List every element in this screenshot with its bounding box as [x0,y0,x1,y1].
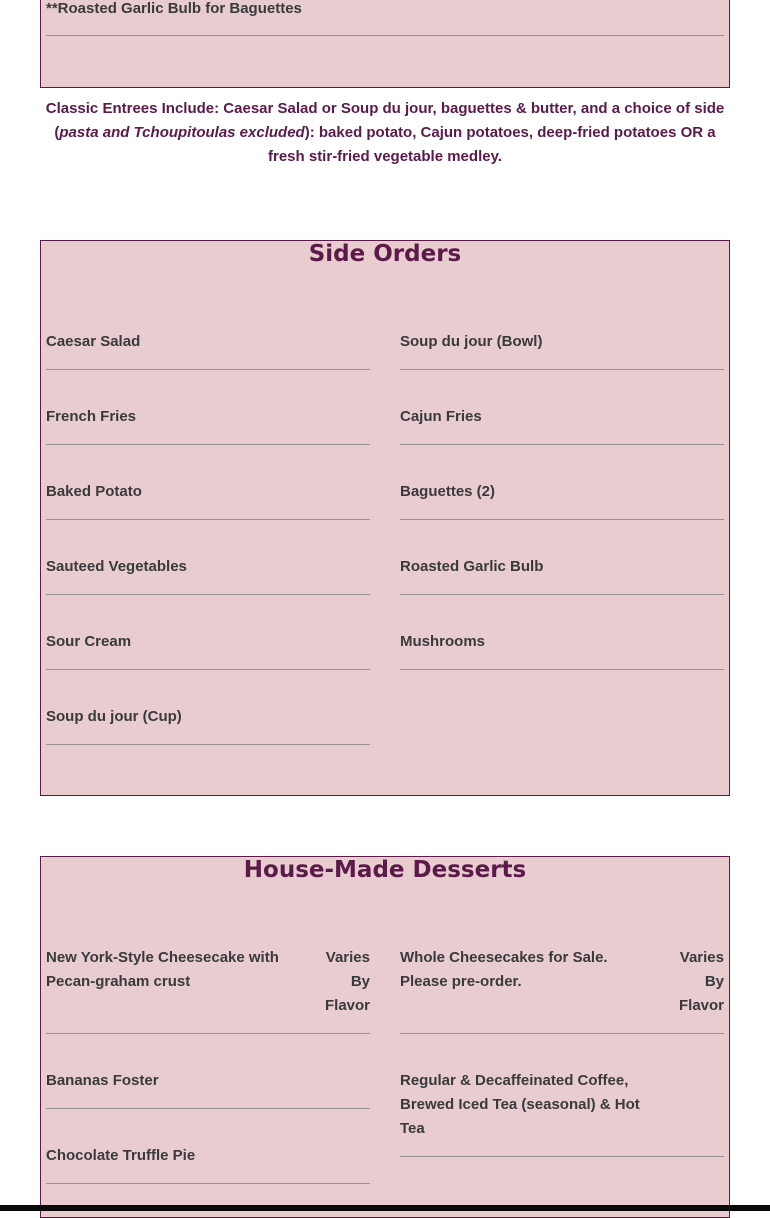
menu-item-name: Soup du jour (Cup) [46,708,182,725]
menu-item-name: Baked Potato [46,483,142,500]
desserts-section [40,856,730,1218]
menu-item-name: Roasted Garlic Bulb [400,558,544,575]
menu-item [400,946,724,1034]
menu-item-name: Baguettes (2) [400,483,496,500]
side-orders-section [40,240,730,796]
entree-note [40,97,730,169]
menu-item [46,330,370,370]
entree-note-italic: pasta and Tchoupitoulas excluded [59,124,305,141]
menu-item [46,555,370,595]
menu-item [46,0,724,36]
menu-item-price: Varies By Flavor [678,949,724,1014]
menu-item [46,480,370,520]
menu-item-name: Bananas Foster [46,1072,159,1089]
bottom-bar [0,1205,770,1211]
menu-item [400,405,724,445]
menu-item [400,555,724,595]
menu-item [400,630,724,670]
menu-item [46,946,370,1034]
section-title: Side Orders [308,241,462,267]
section-title: House-Made Desserts [243,857,527,883]
menu-item-name: Regular & Decaffeinated Coffee, Brewed Iced Tea (seasonal) & Hot Tea [400,1072,640,1137]
entree-note-suffix: ): baked potato, Cajun potatoes, deep-fried potatoes OR a fresh stir-fried vegetable medley. [268,124,716,165]
menu-item-name: Caesar Salad [46,333,141,350]
menu-item-name: Chocolate Truffle Pie [46,1147,196,1164]
menu-item [400,480,724,520]
menu-item [46,705,370,745]
menu-item-name: Whole Cheesecakes for Sale. Please pre-order. [400,949,608,990]
menu-item [46,630,370,670]
menu-item-name: Soup du jour (Bowl) [400,333,543,350]
menu-item [400,330,724,370]
menu-item [46,1069,370,1109]
menu-item-price: Varies By Flavor [324,949,370,1014]
menu-item [400,1069,724,1157]
menu-item [46,1144,370,1184]
menu-item [46,405,370,445]
menu-item-name: **Roasted Garlic Bulb for Baguettes [46,0,302,17]
menu-item-name: Mushrooms [400,633,486,650]
menu-item-name: New York-Style Cheesecake with Pecan-graham crust [46,949,279,990]
entree-note-prefix: Classic Entrees Include: Caesar Salad or Soup du jour, baguettes & butter, and a choice of side ( [45,100,725,141]
menu-item-name: Sour Cream [46,633,132,650]
menu-item-name: French Fries [46,408,137,425]
menu-item-name: Cajun Fries [400,408,482,425]
menu-section-top [40,0,730,88]
menu-item-name: Sauteed Vegetables [46,558,187,575]
